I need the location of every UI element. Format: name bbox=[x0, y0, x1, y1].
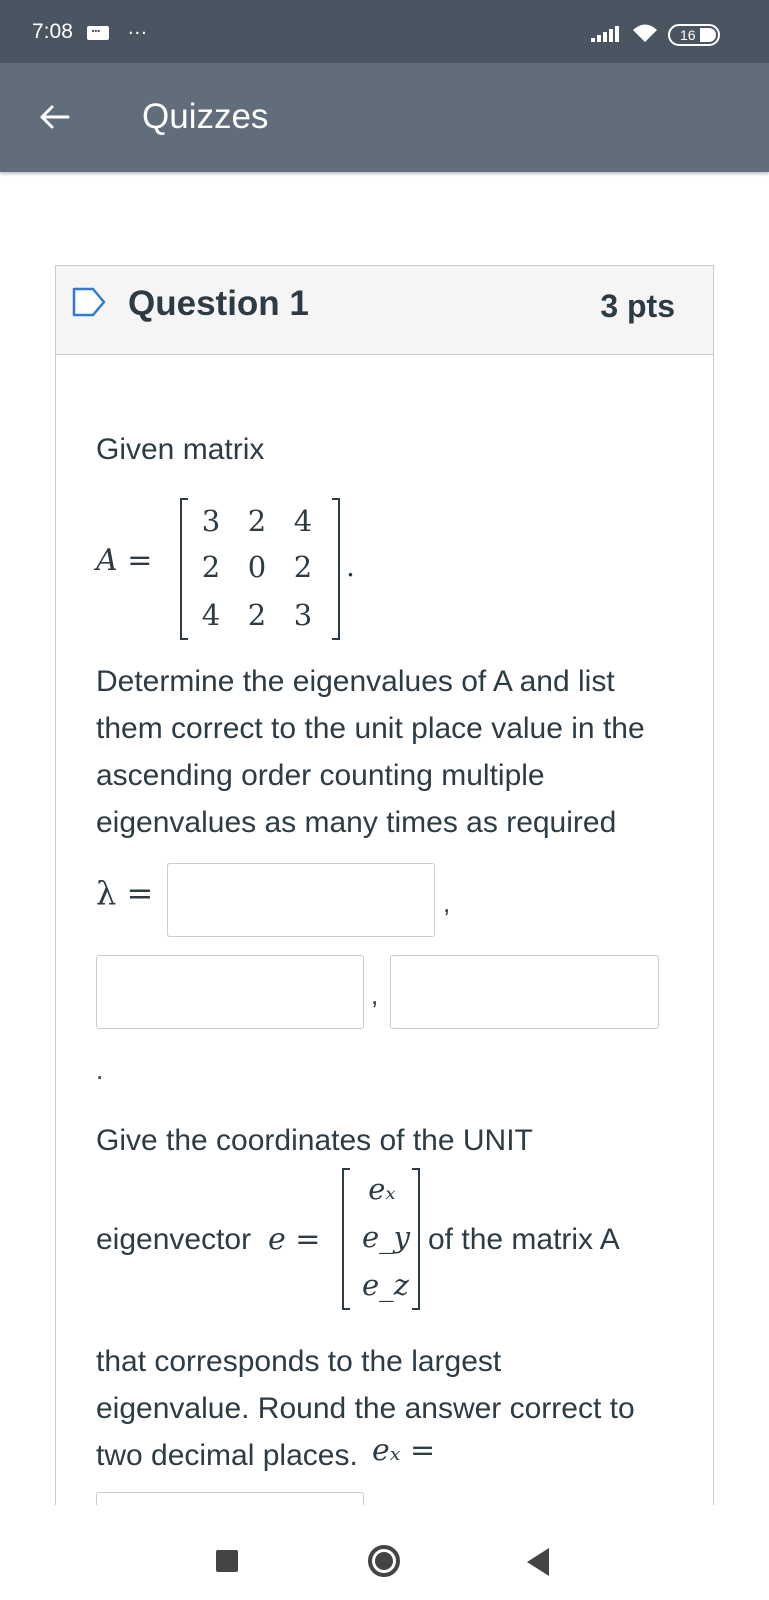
eigenvalue-input-2[interactable] bbox=[96, 955, 364, 1029]
page-title: Quizzes bbox=[142, 97, 269, 136]
question-points: 3 pts bbox=[600, 288, 675, 324]
matrix-cell: 2 bbox=[247, 504, 267, 538]
app-bar bbox=[0, 63, 769, 172]
matrix-cell: 2 bbox=[247, 598, 267, 632]
back-icon[interactable] bbox=[527, 1548, 549, 1576]
vector-component: eₓ bbox=[368, 1172, 396, 1206]
eigenvalue-input-3[interactable] bbox=[390, 955, 659, 1029]
vector-suffix: of the matrix A bbox=[428, 1223, 620, 1256]
matrix-a bbox=[180, 498, 340, 640]
home-icon[interactable] bbox=[368, 1545, 400, 1577]
recent-apps-icon[interactable] bbox=[216, 1550, 238, 1572]
separator-comma: , bbox=[443, 888, 451, 918]
matrix-cell: 3 bbox=[293, 598, 313, 632]
battery-level-text: 16 bbox=[680, 27, 696, 43]
eigenvector-vector bbox=[342, 1168, 420, 1310]
matrix-cell: 4 bbox=[293, 504, 313, 538]
signal-icon bbox=[591, 26, 621, 42]
matrix-period: . bbox=[346, 550, 355, 583]
system-nav-bar bbox=[0, 1505, 769, 1600]
matrix-cell: 2 bbox=[201, 550, 221, 584]
question-prompt: Determine the eigenvalues of A and list them correct to the unit place value in the ascending order counting multiple eigenvalues as many times as required bbox=[96, 665, 645, 839]
eigenvalue-input-1[interactable] bbox=[167, 863, 435, 937]
separator-comma: , bbox=[371, 980, 379, 1010]
matrix-cell: 4 bbox=[201, 598, 221, 632]
message-notification-icon bbox=[87, 26, 109, 40]
eigenvector-label: eigenvector bbox=[96, 1223, 252, 1256]
matrix-cell: 3 bbox=[201, 504, 221, 538]
unit-prompt: Give the coordinates of the UNIT bbox=[96, 1124, 533, 1157]
vector-right-bracket bbox=[412, 1168, 420, 1310]
matrix-cell: 2 bbox=[293, 550, 313, 584]
vector-component: e_y bbox=[362, 1220, 411, 1254]
intro-text: Given matrix bbox=[96, 433, 265, 466]
question-title: Question 1 bbox=[128, 284, 309, 323]
status-bar bbox=[0, 0, 769, 63]
matrix-label: A = bbox=[96, 543, 153, 578]
matrix-left-bracket bbox=[180, 498, 188, 640]
question-header bbox=[56, 266, 713, 355]
lambda-label: λ = bbox=[96, 874, 154, 912]
battery-icon bbox=[668, 24, 720, 46]
eigenvector-symbol: e = bbox=[268, 1222, 321, 1257]
ex-label: eₓ = bbox=[372, 1433, 436, 1468]
flag-question-icon[interactable] bbox=[71, 286, 107, 318]
status-more: ... bbox=[128, 17, 148, 39]
wifi-icon bbox=[632, 22, 658, 44]
battery-level-fill bbox=[700, 28, 716, 42]
followup-text: that corresponds to the largest eigenvalue. Round the answer correct to two decimal places. bbox=[96, 1345, 635, 1472]
vector-component: e_z bbox=[362, 1268, 409, 1302]
matrix-right-bracket bbox=[332, 498, 340, 640]
back-arrow-icon[interactable] bbox=[36, 99, 72, 135]
end-period: . bbox=[96, 1055, 104, 1085]
matrix-cell: 0 bbox=[247, 550, 267, 584]
vector-left-bracket bbox=[342, 1168, 350, 1310]
status-time: 7:08 bbox=[32, 20, 73, 43]
